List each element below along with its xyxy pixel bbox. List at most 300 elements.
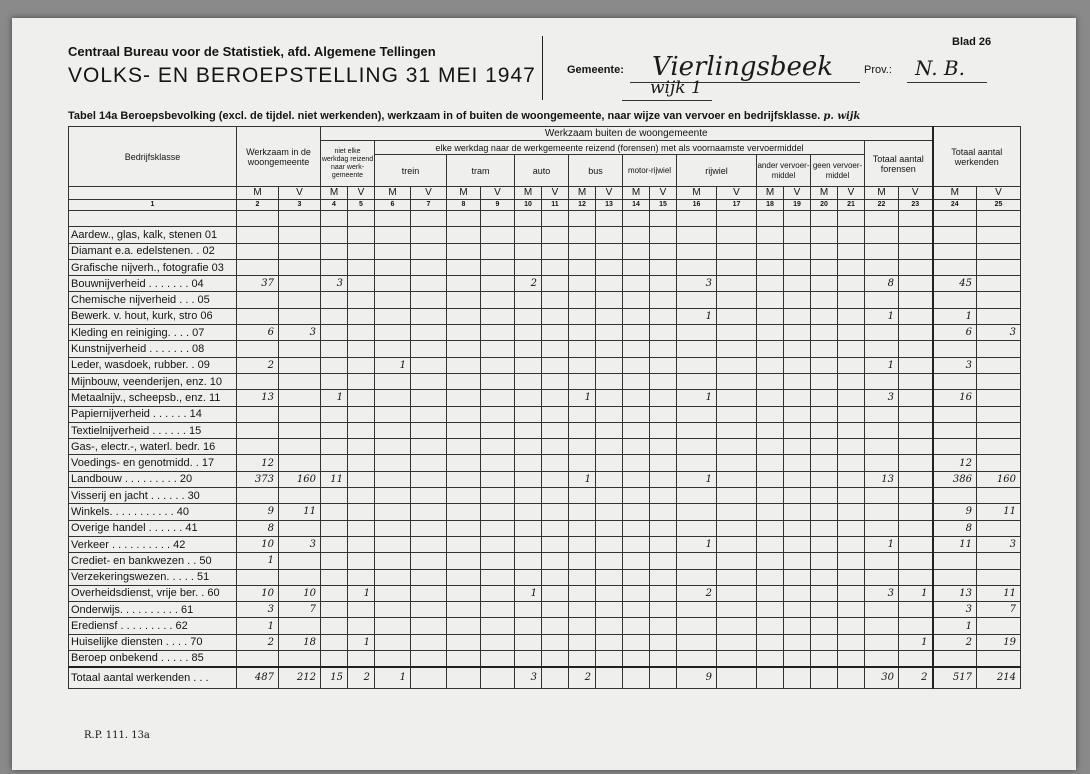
data-cell bbox=[279, 308, 321, 324]
data-cell: 1 bbox=[348, 585, 375, 601]
data-cell bbox=[596, 308, 623, 324]
mv-header: V bbox=[717, 187, 757, 200]
data-cell bbox=[411, 325, 447, 341]
data-cell bbox=[899, 504, 933, 520]
data-cell: 10 bbox=[237, 536, 279, 552]
data-cell bbox=[447, 276, 481, 292]
mv-header: M bbox=[677, 187, 717, 200]
mv-header: M bbox=[757, 187, 784, 200]
data-cell bbox=[375, 471, 411, 487]
data-cell bbox=[321, 455, 348, 471]
data-cell bbox=[811, 602, 838, 618]
data-cell bbox=[677, 569, 717, 585]
column-number: 17 bbox=[717, 200, 757, 211]
data-cell bbox=[838, 259, 865, 275]
data-cell bbox=[348, 406, 375, 422]
data-cell bbox=[411, 455, 447, 471]
data-cell bbox=[481, 651, 515, 667]
data-cell bbox=[375, 455, 411, 471]
data-cell bbox=[542, 439, 569, 455]
data-cell bbox=[933, 373, 977, 389]
table-body bbox=[69, 211, 1021, 689]
data-cell bbox=[811, 569, 838, 585]
data-cell bbox=[811, 618, 838, 634]
data-cell bbox=[596, 439, 623, 455]
elke-werkdag-header: elke werkdag naar de werkgemeente reizend (forensen) met als voornaamste vervoermiddel bbox=[375, 141, 865, 155]
header-divider bbox=[542, 36, 543, 100]
data-cell bbox=[650, 422, 677, 438]
row-label: Visserij en jacht . . . . . . 30 bbox=[69, 488, 237, 504]
data-cell bbox=[237, 422, 279, 438]
data-cell: 12 bbox=[237, 455, 279, 471]
occupation-table-wrap bbox=[68, 126, 1021, 689]
data-cell bbox=[717, 373, 757, 389]
row-label: Landbouw . . . . . . . . . 20 bbox=[69, 471, 237, 487]
data-cell bbox=[279, 259, 321, 275]
spacer-cell bbox=[279, 211, 321, 227]
data-cell bbox=[757, 471, 784, 487]
data-cell bbox=[481, 276, 515, 292]
data-cell bbox=[811, 422, 838, 438]
data-cell bbox=[596, 325, 623, 341]
data-cell bbox=[865, 569, 899, 585]
data-cell bbox=[321, 618, 348, 634]
data-cell bbox=[650, 308, 677, 324]
data-cell bbox=[650, 520, 677, 536]
data-cell bbox=[838, 406, 865, 422]
totaal-werkenden-header: Totaal aantal werkenden bbox=[933, 127, 1021, 187]
data-cell bbox=[569, 553, 596, 569]
mv-header: V bbox=[899, 187, 933, 200]
data-cell bbox=[784, 569, 811, 585]
data-cell bbox=[899, 373, 933, 389]
data-cell bbox=[717, 536, 757, 552]
data-cell bbox=[717, 569, 757, 585]
data-cell bbox=[411, 390, 447, 406]
data-cell bbox=[596, 569, 623, 585]
data-cell bbox=[321, 504, 348, 520]
data-cell bbox=[375, 553, 411, 569]
data-cell bbox=[717, 292, 757, 308]
data-cell bbox=[348, 325, 375, 341]
data-cell bbox=[865, 325, 899, 341]
row-label: Voedings- en genotmidd. . 17 bbox=[69, 455, 237, 471]
data-cell bbox=[375, 308, 411, 324]
data-cell bbox=[375, 618, 411, 634]
mv-header: M bbox=[865, 187, 899, 200]
data-cell bbox=[933, 488, 977, 504]
data-cell bbox=[811, 667, 838, 689]
data-cell bbox=[650, 455, 677, 471]
data-cell bbox=[542, 634, 569, 650]
data-cell: 11 bbox=[933, 536, 977, 552]
row-label: Diamant e.a. edelstenen. . 02 bbox=[69, 243, 237, 259]
data-cell bbox=[542, 308, 569, 324]
data-cell bbox=[838, 325, 865, 341]
data-cell bbox=[717, 585, 757, 601]
data-cell bbox=[596, 243, 623, 259]
data-cell bbox=[650, 406, 677, 422]
data-cell bbox=[569, 292, 596, 308]
data-cell: 9 bbox=[933, 504, 977, 520]
row-label: Aardew., glas, kalk, stenen 01 bbox=[69, 227, 237, 243]
data-cell bbox=[784, 651, 811, 667]
data-cell bbox=[279, 455, 321, 471]
data-cell bbox=[677, 520, 717, 536]
data-cell bbox=[677, 243, 717, 259]
data-cell bbox=[623, 422, 650, 438]
data-cell bbox=[977, 357, 1021, 373]
data-cell bbox=[717, 618, 757, 634]
data-cell bbox=[623, 553, 650, 569]
data-cell bbox=[977, 553, 1021, 569]
spacer-cell bbox=[515, 211, 542, 227]
data-cell bbox=[348, 553, 375, 569]
data-cell bbox=[515, 373, 542, 389]
data-cell bbox=[757, 520, 784, 536]
data-cell bbox=[677, 292, 717, 308]
niet-elke-header: niet elke werkdag reizend naar werk-gemeente bbox=[321, 141, 375, 187]
data-cell bbox=[481, 585, 515, 601]
data-cell bbox=[596, 634, 623, 650]
table-row bbox=[69, 390, 1021, 406]
wijk-value: wijk 1 bbox=[650, 78, 702, 98]
data-cell bbox=[757, 406, 784, 422]
data-cell bbox=[865, 634, 899, 650]
data-cell bbox=[515, 439, 542, 455]
data-cell bbox=[933, 569, 977, 585]
table-row bbox=[69, 243, 1021, 259]
data-cell bbox=[623, 618, 650, 634]
data-cell bbox=[481, 341, 515, 357]
mode-header-trein: trein bbox=[375, 155, 447, 187]
data-cell bbox=[321, 292, 348, 308]
data-cell bbox=[411, 536, 447, 552]
data-cell bbox=[784, 406, 811, 422]
data-cell bbox=[838, 585, 865, 601]
data-cell bbox=[784, 373, 811, 389]
data-cell bbox=[650, 373, 677, 389]
row-label: Bewerk. v. hout, kurk, stro 06 bbox=[69, 308, 237, 324]
data-cell bbox=[515, 455, 542, 471]
total-row bbox=[69, 667, 1021, 689]
data-cell: 2 bbox=[237, 357, 279, 373]
data-cell bbox=[899, 471, 933, 487]
data-cell bbox=[838, 439, 865, 455]
data-cell bbox=[515, 471, 542, 487]
data-cell bbox=[811, 308, 838, 324]
data-cell bbox=[865, 243, 899, 259]
column-number: 3 bbox=[279, 200, 321, 211]
data-cell bbox=[411, 227, 447, 243]
data-cell bbox=[784, 308, 811, 324]
data-cell bbox=[650, 634, 677, 650]
data-cell bbox=[838, 455, 865, 471]
data-cell bbox=[411, 259, 447, 275]
data-cell bbox=[542, 341, 569, 357]
data-cell bbox=[411, 520, 447, 536]
data-cell bbox=[237, 373, 279, 389]
data-cell bbox=[447, 667, 481, 689]
data-cell bbox=[865, 439, 899, 455]
data-cell: 1 bbox=[237, 618, 279, 634]
data-cell bbox=[279, 520, 321, 536]
data-cell bbox=[623, 357, 650, 373]
row-label: Grafische nijverh., fotografie 03 bbox=[69, 259, 237, 275]
data-cell bbox=[411, 439, 447, 455]
data-cell bbox=[321, 373, 348, 389]
data-cell bbox=[279, 651, 321, 667]
data-cell: 160 bbox=[279, 471, 321, 487]
data-cell bbox=[677, 227, 717, 243]
column-number: 2 bbox=[237, 200, 279, 211]
data-cell bbox=[650, 439, 677, 455]
data-cell bbox=[447, 553, 481, 569]
data-cell: 13 bbox=[865, 471, 899, 487]
data-cell bbox=[237, 406, 279, 422]
data-cell bbox=[650, 667, 677, 689]
data-cell bbox=[623, 471, 650, 487]
table-row bbox=[69, 276, 1021, 292]
spacer-cell bbox=[447, 211, 481, 227]
data-cell bbox=[677, 325, 717, 341]
data-cell: 1 bbox=[865, 357, 899, 373]
data-cell bbox=[481, 602, 515, 618]
spacer-cell bbox=[757, 211, 784, 227]
data-cell bbox=[375, 504, 411, 520]
data-cell bbox=[481, 422, 515, 438]
data-cell bbox=[481, 292, 515, 308]
data-cell bbox=[481, 227, 515, 243]
row-label: Mijnbouw, veenderijen, enz. 10 bbox=[69, 373, 237, 389]
data-cell bbox=[757, 243, 784, 259]
data-cell bbox=[899, 569, 933, 585]
data-cell bbox=[348, 488, 375, 504]
data-cell bbox=[977, 406, 1021, 422]
data-cell bbox=[447, 651, 481, 667]
table-row bbox=[69, 618, 1021, 634]
mv-header: M bbox=[623, 187, 650, 200]
table-row bbox=[69, 406, 1021, 422]
data-cell bbox=[677, 341, 717, 357]
werkzaam-in-header: Werkzaam in de woongemeente bbox=[237, 127, 321, 187]
data-cell bbox=[375, 259, 411, 275]
data-cell bbox=[717, 602, 757, 618]
row-label: Overheidsdienst, vrije ber. . 60 bbox=[69, 585, 237, 601]
mv-header: V bbox=[411, 187, 447, 200]
spacer-cell bbox=[69, 211, 237, 227]
data-cell bbox=[717, 227, 757, 243]
column-number: 21 bbox=[838, 200, 865, 211]
data-cell bbox=[838, 520, 865, 536]
data-cell bbox=[279, 276, 321, 292]
form-code: R.P. 111. 13a bbox=[84, 730, 150, 741]
data-cell bbox=[757, 536, 784, 552]
data-cell bbox=[784, 536, 811, 552]
data-cell bbox=[515, 422, 542, 438]
data-cell bbox=[677, 651, 717, 667]
data-cell bbox=[784, 227, 811, 243]
data-cell bbox=[865, 227, 899, 243]
data-cell bbox=[811, 227, 838, 243]
data-cell bbox=[569, 259, 596, 275]
data-cell bbox=[757, 422, 784, 438]
data-cell bbox=[569, 634, 596, 650]
table-row bbox=[69, 422, 1021, 438]
data-cell: 1 bbox=[899, 634, 933, 650]
table-row bbox=[69, 308, 1021, 324]
data-cell bbox=[237, 292, 279, 308]
data-cell bbox=[623, 634, 650, 650]
table-row bbox=[69, 602, 1021, 618]
data-cell bbox=[899, 488, 933, 504]
data-cell: 16 bbox=[933, 390, 977, 406]
column-number: 12 bbox=[569, 200, 596, 211]
data-cell bbox=[348, 341, 375, 357]
data-cell bbox=[784, 504, 811, 520]
data-cell bbox=[623, 520, 650, 536]
data-cell bbox=[784, 585, 811, 601]
data-cell bbox=[447, 585, 481, 601]
data-cell bbox=[838, 667, 865, 689]
data-cell bbox=[757, 276, 784, 292]
data-cell bbox=[447, 634, 481, 650]
data-cell bbox=[279, 390, 321, 406]
data-cell bbox=[865, 504, 899, 520]
data-cell: 19 bbox=[977, 634, 1021, 650]
data-cell bbox=[677, 634, 717, 650]
data-cell bbox=[596, 585, 623, 601]
data-cell: 11 bbox=[321, 471, 348, 487]
data-cell: 1 bbox=[348, 634, 375, 650]
data-cell bbox=[515, 227, 542, 243]
data-cell bbox=[596, 455, 623, 471]
data-cell bbox=[375, 488, 411, 504]
data-cell bbox=[279, 569, 321, 585]
data-cell bbox=[375, 276, 411, 292]
data-cell bbox=[348, 292, 375, 308]
bedrijfsklasse-header: Bedrijfsklasse bbox=[69, 127, 237, 187]
data-cell bbox=[348, 520, 375, 536]
data-cell bbox=[481, 553, 515, 569]
data-cell: 1 bbox=[569, 471, 596, 487]
data-cell bbox=[542, 373, 569, 389]
column-number: 8 bbox=[447, 200, 481, 211]
data-cell bbox=[411, 341, 447, 357]
totaal-forensen-header: Totaal aantal forensen bbox=[865, 141, 933, 187]
data-cell bbox=[348, 569, 375, 585]
data-cell bbox=[596, 292, 623, 308]
data-cell bbox=[899, 422, 933, 438]
data-cell bbox=[411, 373, 447, 389]
data-cell bbox=[447, 569, 481, 585]
data-cell bbox=[515, 569, 542, 585]
data-cell bbox=[899, 276, 933, 292]
row-label: Kleding en reiniging. . . . 07 bbox=[69, 325, 237, 341]
data-cell bbox=[933, 422, 977, 438]
data-cell bbox=[650, 553, 677, 569]
data-cell bbox=[321, 422, 348, 438]
data-cell bbox=[348, 373, 375, 389]
data-cell bbox=[375, 585, 411, 601]
data-cell: 3 bbox=[279, 536, 321, 552]
data-cell bbox=[811, 341, 838, 357]
data-cell bbox=[348, 602, 375, 618]
data-cell bbox=[411, 488, 447, 504]
data-cell: 1 bbox=[933, 308, 977, 324]
data-cell bbox=[411, 618, 447, 634]
data-cell bbox=[623, 406, 650, 422]
data-cell bbox=[784, 243, 811, 259]
table-row bbox=[69, 373, 1021, 389]
data-cell bbox=[447, 357, 481, 373]
data-cell bbox=[542, 569, 569, 585]
data-cell bbox=[569, 308, 596, 324]
data-cell bbox=[933, 259, 977, 275]
column-number: 4 bbox=[321, 200, 348, 211]
data-cell bbox=[237, 308, 279, 324]
data-cell bbox=[447, 243, 481, 259]
data-cell bbox=[596, 373, 623, 389]
data-cell: 3 bbox=[677, 276, 717, 292]
row-label: Bouwnijverheid . . . . . . . 04 bbox=[69, 276, 237, 292]
data-cell bbox=[623, 292, 650, 308]
data-cell bbox=[977, 308, 1021, 324]
column-number: 18 bbox=[757, 200, 784, 211]
spacer-row bbox=[69, 211, 1021, 227]
data-cell bbox=[838, 536, 865, 552]
column-number: 16 bbox=[677, 200, 717, 211]
data-cell bbox=[321, 308, 348, 324]
row-label: Metaalnijv., scheepsb., enz. 11 bbox=[69, 390, 237, 406]
data-cell bbox=[542, 227, 569, 243]
spacer-cell bbox=[717, 211, 757, 227]
mode-header-motorrijwiel: motor-rijwiel bbox=[623, 155, 677, 187]
data-cell bbox=[899, 602, 933, 618]
spacer-cell bbox=[865, 211, 899, 227]
data-cell bbox=[717, 504, 757, 520]
data-cell bbox=[677, 504, 717, 520]
data-cell bbox=[784, 390, 811, 406]
data-cell bbox=[677, 553, 717, 569]
row-label: Overige handel . . . . . . 41 bbox=[69, 520, 237, 536]
data-cell bbox=[784, 520, 811, 536]
data-cell bbox=[321, 488, 348, 504]
row-label: Erediensf . . . . . . . . . 62 bbox=[69, 618, 237, 634]
data-cell bbox=[515, 357, 542, 373]
data-cell bbox=[838, 308, 865, 324]
data-cell bbox=[411, 357, 447, 373]
data-cell bbox=[977, 520, 1021, 536]
data-cell bbox=[515, 618, 542, 634]
data-cell bbox=[447, 488, 481, 504]
data-cell bbox=[811, 651, 838, 667]
table-row bbox=[69, 341, 1021, 357]
data-cell bbox=[899, 390, 933, 406]
mv-header: V bbox=[784, 187, 811, 200]
data-cell bbox=[411, 585, 447, 601]
data-cell bbox=[569, 227, 596, 243]
spacer-cell bbox=[411, 211, 447, 227]
column-number-row bbox=[69, 200, 1021, 211]
data-cell: 3 bbox=[933, 602, 977, 618]
data-cell bbox=[677, 422, 717, 438]
data-cell bbox=[447, 308, 481, 324]
data-cell bbox=[650, 390, 677, 406]
column-number: 19 bbox=[784, 200, 811, 211]
data-cell bbox=[623, 341, 650, 357]
data-cell bbox=[237, 439, 279, 455]
